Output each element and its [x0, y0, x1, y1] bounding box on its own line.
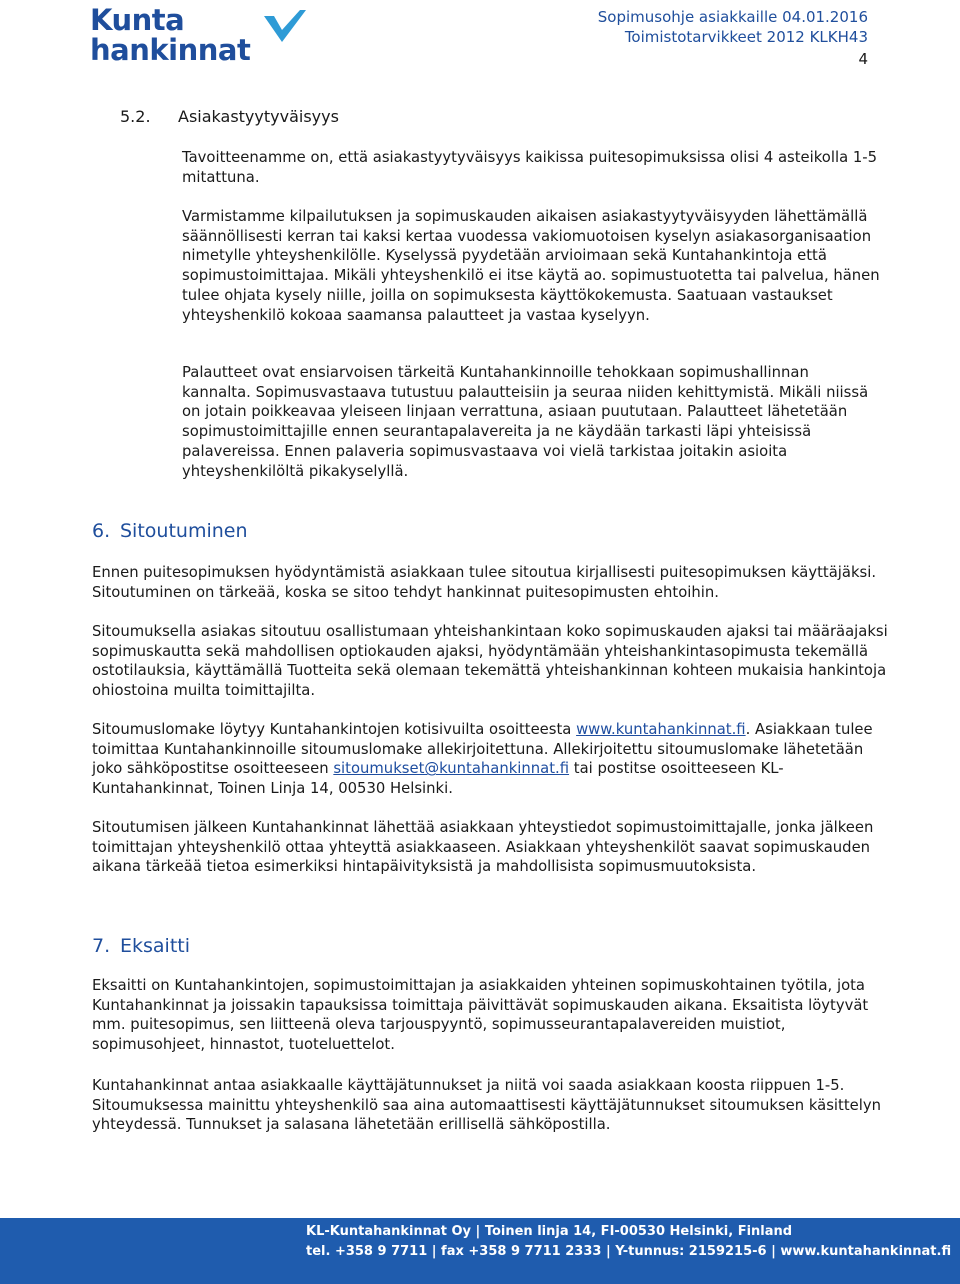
logo-word-kunta: Kunta	[90, 3, 185, 37]
footer-address: KL-Kuntahankinnat Oy | Toinen linja 14, FI-00530 Helsinki, Finland	[306, 1224, 793, 1239]
footer-contact: tel. +358 9 7711 | fax +358 9 7711 2333 | Y-tunnus: 2159215-6 | www.kuntahankinnat.fi	[306, 1244, 952, 1259]
company-logo	[90, 3, 310, 68]
paragraph: Kuntahankinnat antaa asiakkaalle käyttäjätunnukset ja niitä voi saada asiakkaan koosta riippuen 1-5. Sitoumuksessa mainittu yhteyshenkilö saa aina automaattisesti käyttäjätunnukset sitoumuksen käsittelyn yhteydessä. Tunnukset ja salasana lähetetään erillisellä sähköpostilla.	[92, 1077, 881, 1134]
paragraph: Tavoitteenamme on, että asiakastyytyväisyys kaikissa puitesopimuksissa olisi 4 asteikolla 1-5 mitattuna.	[182, 149, 878, 186]
text-run: tai postitse osoitteeseen KL-Kuntahankinnat, Toinen Linja 14, 00530 Helsinki.	[92, 760, 784, 798]
document-title: Sopimusohje asiakkaille 04.01.2016	[597, 8, 868, 26]
paragraph: Varmistamme kilpailutuksen ja sopimuskauden aikaisen asiakastyytyväisyyden lähettämällä säännöllisesti kerran tai kaksi kertaa vuodessa vakiomuotoisen kyselyn asiakasorganisaation nimetylle yhteyshenkilölle. Kyselyssä pyydetään arvioimaan sekä Kuntahankintoja että sopimustoimittajaa. Mikäli yhteyshenkilö ei itse käytä ao. sopimustuotetta tai palvelua, hänen tulee ohjata kysely niille, joilla on sopimuksesta käyttökokemusta. Saatuaan vastaukset yhteyshenkilö kokoaa saamansa palautteet ja vastaa kyselyyn.	[182, 208, 880, 324]
email-link[interactable]: sitoumukset@kuntahankinnat.fi	[333, 760, 570, 778]
section-number: 5.2.	[120, 107, 151, 126]
paragraph: Ennen puitesopimuksen hyödyntämistä asiakkaan tulee sitoutua kirjallisesti puitesopimuksen käyttäjäksi. Sitoutuminen on tärkeää, koska se sitoo tehdyt hankinnat puitesopimusten ehtoihin.	[92, 564, 877, 601]
paragraph: Eksaitti on Kuntahankintojen, sopimustoimittajan ja asiakkaiden yhteinen sopimuskohtainen työtila, jota Kuntahankinnat ja joissakin tapauksissa toimittaja päivittävät sopimuskauden aikana. Eksaitista löytyvät mm. puitesopimus, sen liitteenä oleva tarjouspyyntö, sopimusseurantapalavereiden muistiot, sopimusohjeet, hinnastot, tuoteluettelot.	[92, 977, 869, 1054]
section-number: 6.	[92, 520, 111, 542]
logo-checkmark-icon	[262, 10, 306, 44]
website-link[interactable]: www.kuntahankinnat.fi	[576, 721, 746, 738]
paragraph: Sitoutumisen jälkeen Kuntahankinnat lähettää asiakkaan yhteystiedot sopimustoimittajalle, jonka jälkeen toimittajan yhteyshenkilö ottaa yhteyttä asiakkaaseen. Asiakkaan yhteyshenkilöt saavat sopimuskauden aikana tärkeää tietoa esimerkiksi hintapäivityksistä ja mahdollisista sopimusmuutoksista.	[92, 819, 874, 876]
page-number: 4	[858, 50, 868, 68]
section-title: Asiakastyytyväisyys	[178, 107, 339, 126]
section-number: 7.	[92, 935, 111, 957]
text-run: . Asiakkaan tulee toimittaa Kuntahankinnoille sitoumuslomake allekirjoitettuna. Allekirjoitettu sitoumuslomake lähetetään joko sähköpostitse osoitteeseen	[92, 721, 873, 778]
section-title: Sitoutuminen	[120, 520, 248, 542]
paragraph	[92, 720, 892, 799]
document-subtitle: Toimistotarvikkeet 2012 KLKH43	[624, 28, 868, 46]
text-run: Sitoumuslomake löytyy Kuntahankintojen kotisivuilta osoitteesta	[92, 721, 577, 738]
logo-word-hankinnat: hankinnat	[90, 33, 251, 67]
section-title: Eksaitti	[120, 935, 191, 957]
paragraph: Palautteet ovat ensiarvoisen tärkeitä Kuntahankinnoille tehokkaan sopimushallinnan kannalta. Sopimusvastaava tutustuu palautteisiin ja seuraa niiden kehittymistä. Mikäli niissä on jotain poikkeavaa yleiseen linjaan verrattuna, asiaan puututaan. Palautteet lähetetään sopimustoimittajille ennen seurantapalavereita ja ne käydään tarkasti läpi yhteisissä palavereissa. Ennen palaveria sopimusvastaava voi vielä tarkistaa joitakin asioita yhteyshenkilöltä pikakyselyllä.	[182, 364, 869, 480]
footer-bar	[0, 1218, 960, 1284]
paragraph: Sitoumuksella asiakas sitoutuu osallistumaan yhteishankintaan koko sopimuskauden ajaksi tai määräajaksi sopimuskautta sekä mahdollisen optiokauden ajaksi, hyödyntämään yhteishankintasopimusta tekemällä ostotilauksia, käyttämällä Tuotteita sekä olemaan tekemättä yhteishankinnan kohteen mukaisia hankintoja ohiostoina muilta toimittajilta.	[92, 623, 888, 700]
section-5-2-heading	[120, 107, 339, 126]
section-7-heading	[92, 935, 190, 957]
section-6-heading	[92, 520, 248, 542]
